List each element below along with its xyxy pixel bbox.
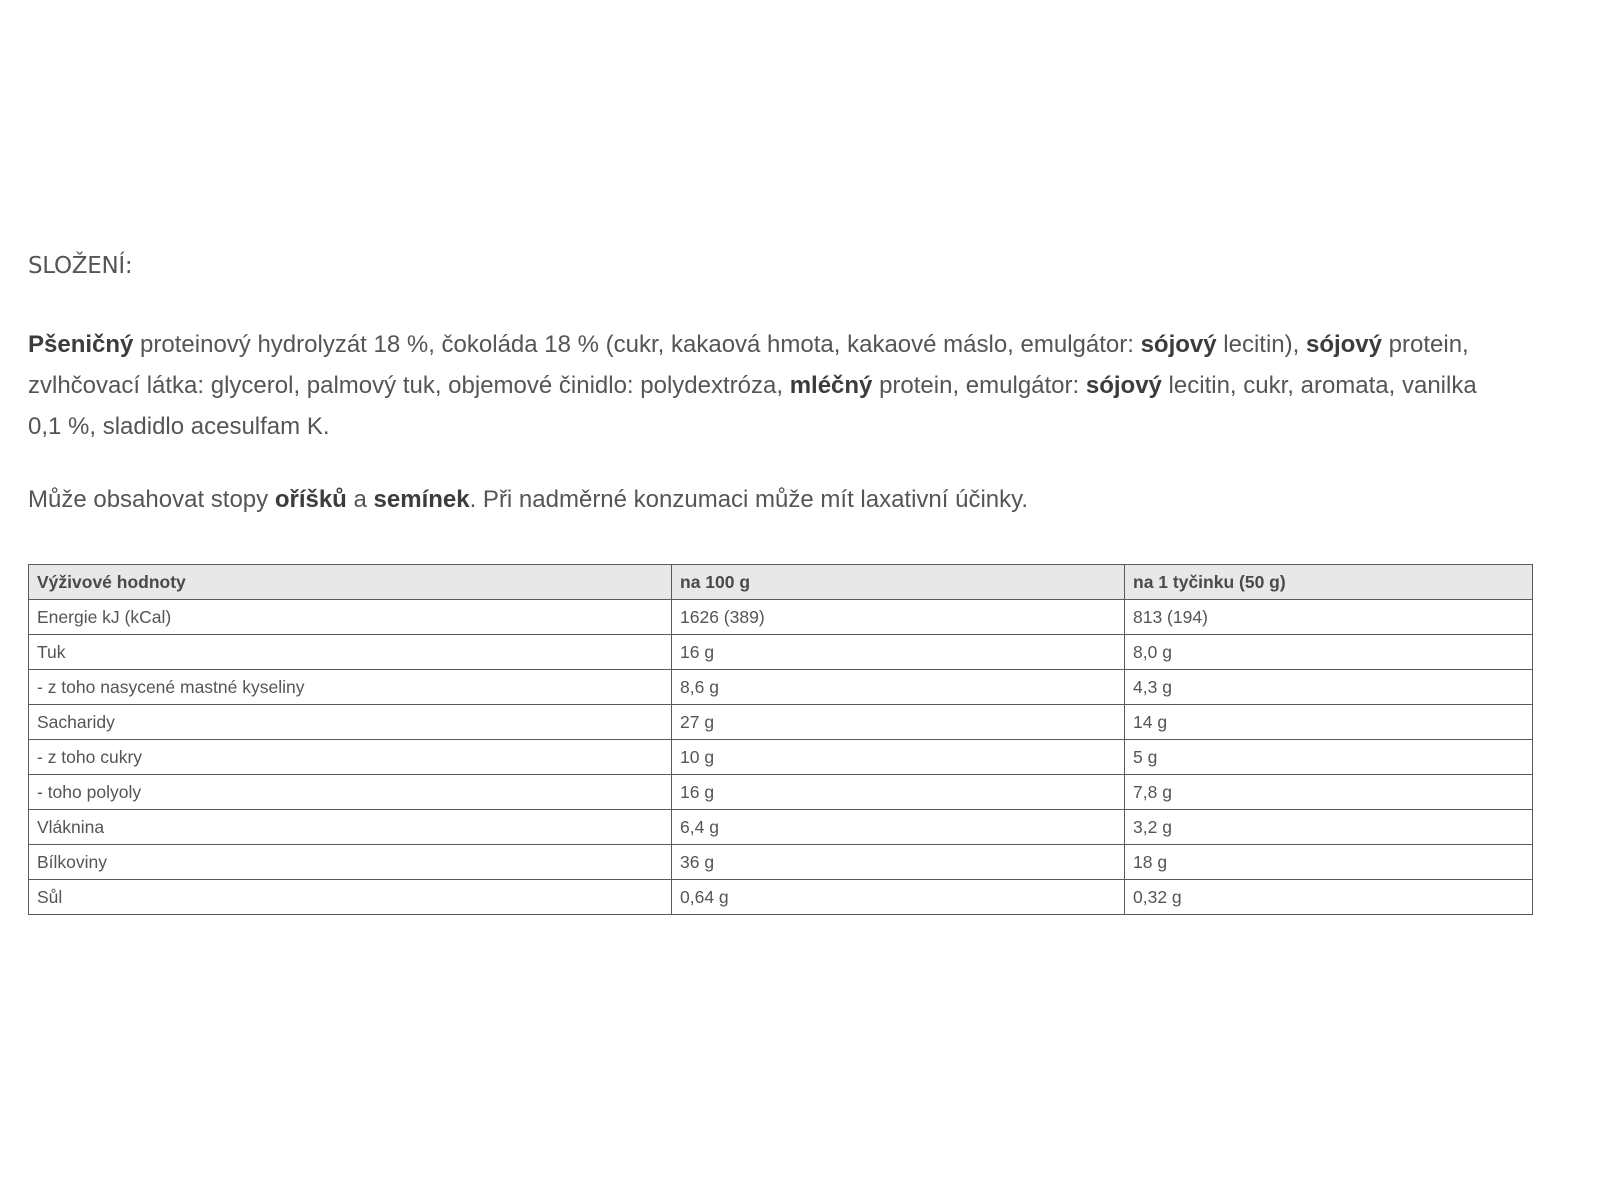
cell-nutrient: Sůl bbox=[29, 880, 672, 915]
text-segment: a bbox=[346, 486, 374, 513]
cell-per-100g: 1626 (389) bbox=[672, 600, 1125, 635]
table-row bbox=[29, 635, 1533, 670]
allergen-highlight: sójový bbox=[1140, 331, 1217, 358]
cell-per-bar: 5 g bbox=[1125, 740, 1533, 775]
ingredients-paragraph bbox=[28, 324, 1503, 447]
text-segment: proteinový hydrolyzát 18 %, čokoláda 18 % (cukr, kakaová hmota, kakaové máslo, emulgátor: bbox=[133, 331, 1141, 358]
nutrition-table bbox=[28, 564, 1533, 915]
allergen-highlight: oříšků bbox=[274, 486, 347, 513]
allergen-highlight: mléčný bbox=[789, 372, 873, 399]
composition-heading: SLOŽENÍ: bbox=[28, 253, 133, 279]
cell-per-bar: 14 g bbox=[1125, 705, 1533, 740]
nutrition-table-header-row bbox=[29, 565, 1533, 600]
cell-per-bar: 0,32 g bbox=[1125, 880, 1533, 915]
text-segment: Může obsahovat stopy bbox=[28, 486, 275, 513]
cell-per-bar: 7,8 g bbox=[1125, 775, 1533, 810]
cell-per-100g: 16 g bbox=[672, 775, 1125, 810]
text-segment: protein, zvlhčovací látka: glycerol, palmový tuk, objemové činidlo: polydextróza, bbox=[28, 331, 1469, 399]
cell-per-bar: 4,3 g bbox=[1125, 670, 1533, 705]
table-row bbox=[29, 775, 1533, 810]
cell-per-100g: 6,4 g bbox=[672, 810, 1125, 845]
allergen-highlight: semínek bbox=[373, 486, 470, 513]
text-segment: lecitin, cukr, aromata, vanilka 0,1 %, sladidlo acesulfam K. bbox=[28, 372, 1477, 440]
allergen-highlight: sójový bbox=[1085, 372, 1162, 399]
table-row bbox=[29, 810, 1533, 845]
cell-nutrient: - toho polyoly bbox=[29, 775, 672, 810]
cell-per-100g: 0,64 g bbox=[672, 880, 1125, 915]
table-row bbox=[29, 740, 1533, 775]
table-row bbox=[29, 670, 1533, 705]
allergen-highlight: sójový bbox=[1305, 331, 1382, 358]
cell-per-bar: 18 g bbox=[1125, 845, 1533, 880]
cell-per-100g: 27 g bbox=[672, 705, 1125, 740]
cell-nutrient: Vláknina bbox=[29, 810, 672, 845]
cell-nutrient: - z toho nasycené mastné kyseliny bbox=[29, 670, 672, 705]
column-header-per-100g: na 100 g bbox=[672, 565, 1125, 600]
allergens-paragraph bbox=[28, 479, 1528, 520]
cell-per-100g: 16 g bbox=[672, 635, 1125, 670]
table-row bbox=[29, 845, 1533, 880]
cell-per-bar: 3,2 g bbox=[1125, 810, 1533, 845]
table-row bbox=[29, 600, 1533, 635]
text-segment: protein, emulgátor: bbox=[872, 372, 1086, 399]
table-row bbox=[29, 880, 1533, 915]
cell-per-bar: 8,0 g bbox=[1125, 635, 1533, 670]
cell-per-100g: 8,6 g bbox=[672, 670, 1125, 705]
text-segment: lecitin), bbox=[1216, 331, 1306, 358]
cell-per-bar: 813 (194) bbox=[1125, 600, 1533, 635]
allergen-highlight: Pšeničný bbox=[28, 331, 134, 358]
product-description bbox=[28, 250, 1528, 520]
cell-nutrient: Bílkoviny bbox=[29, 845, 672, 880]
table-row bbox=[29, 705, 1533, 740]
text-segment: . Při nadměrné konzumaci může mít laxativní účinky. bbox=[469, 486, 1029, 513]
cell-per-100g: 10 g bbox=[672, 740, 1125, 775]
cell-nutrient: - z toho cukry bbox=[29, 740, 672, 775]
cell-nutrient: Tuk bbox=[29, 635, 672, 670]
cell-per-100g: 36 g bbox=[672, 845, 1125, 880]
column-header-per-bar: na 1 tyčinku (50 g) bbox=[1125, 565, 1533, 600]
column-header-nutrient: Výživové hodnoty bbox=[29, 565, 672, 600]
cell-nutrient: Sacharidy bbox=[29, 705, 672, 740]
cell-nutrient: Energie kJ (kCal) bbox=[29, 600, 672, 635]
